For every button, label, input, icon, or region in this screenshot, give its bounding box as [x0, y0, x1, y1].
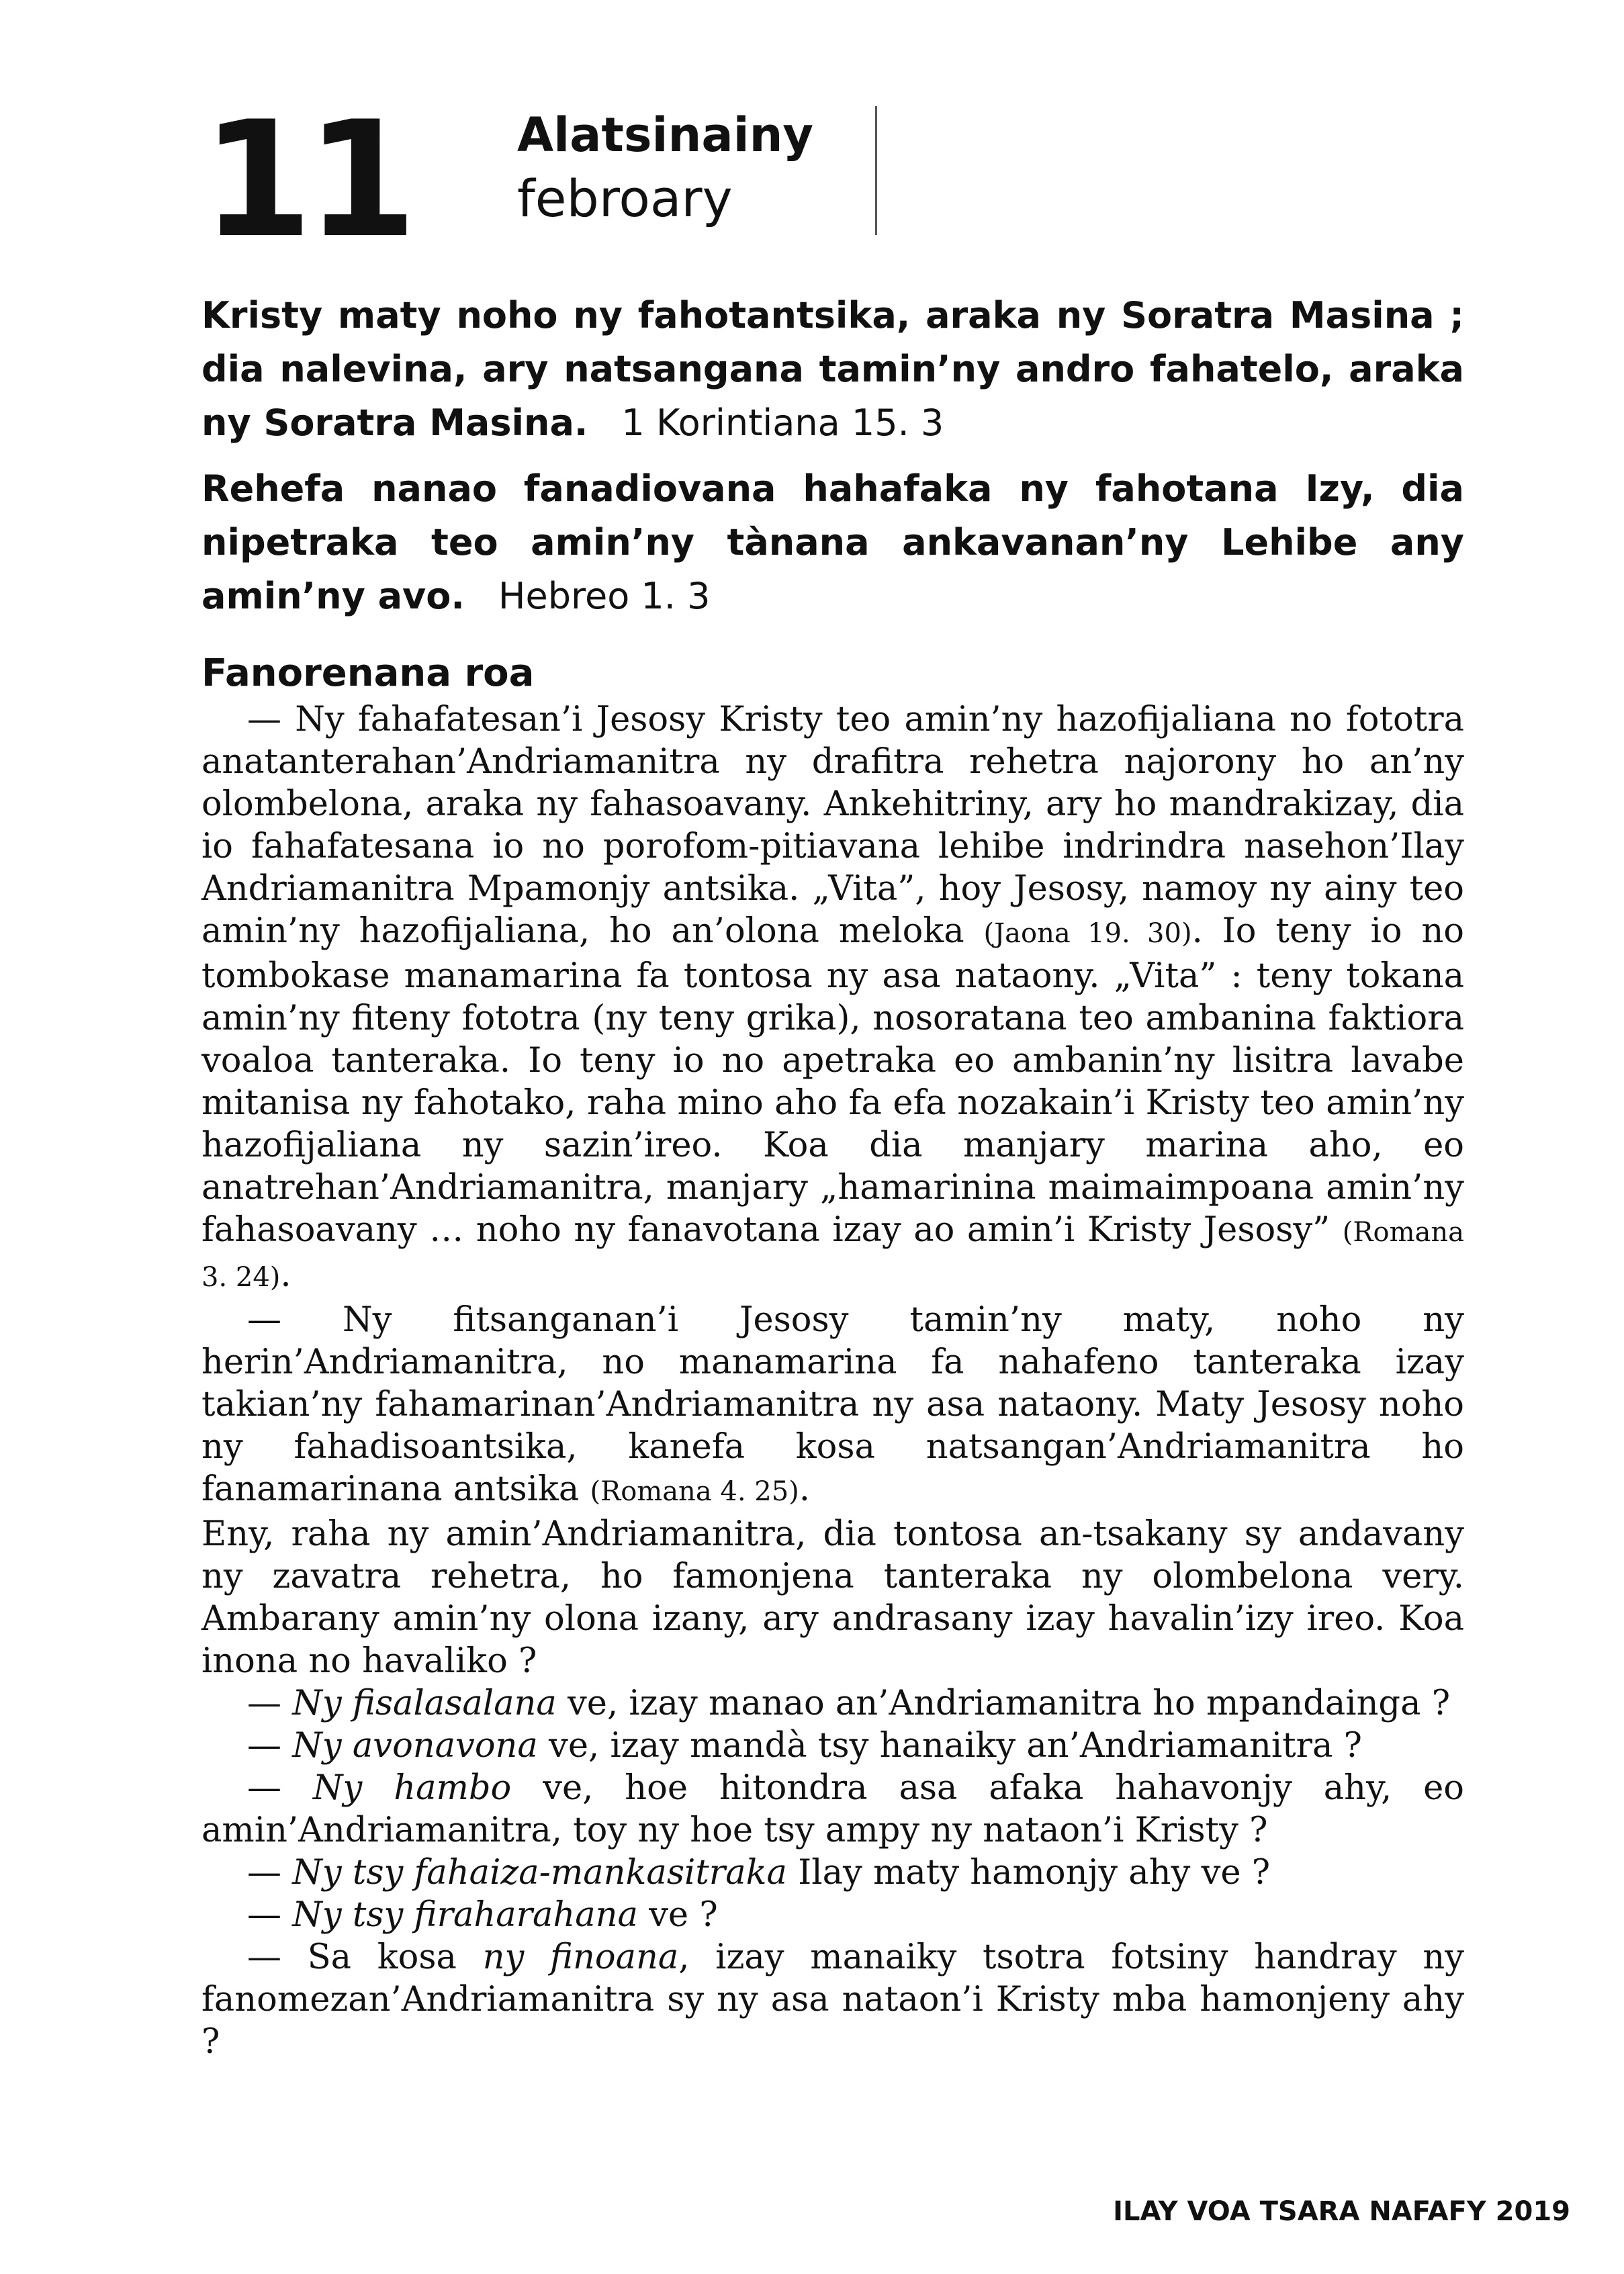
- month-label: febroary: [517, 169, 733, 228]
- paragraph-2-text-a: — Ny fitsanganan’i Jesosy tamin’ny maty, noho ny herin’Andriamanitra, no manamarina fa nahafeno tanteraka izay takian’ny fahamarinan’Andriamanitra ny asa nataony. Maty Jesosy noho ny fahadisoantsika, kanefa kosa natsangan’Andriamanitra ho fanamarinana antsika: [201, 1300, 1464, 1509]
- page-content: [201, 289, 1464, 2063]
- question-dash: —: [247, 1853, 293, 1893]
- question-5-emphasis: Ny tsy firaharahana: [292, 1895, 638, 1935]
- paragraph-3: Eny, raha ny amin’Andriamanitra, dia tontosa an-tsakany sy andavany ny zavatra rehetra, ho famonjena tanteraka ny olombelona very. Ambarany amin’ny olona izany, ary andrasany izay havalin’izy ireo. Koa inona no havaliko ?: [201, 1514, 1464, 1681]
- question-2-emphasis: Ny avonavona: [292, 1726, 538, 1766]
- meditation-body: [201, 698, 1464, 2063]
- question-5-text: ve ?: [637, 1895, 718, 1935]
- question-1: [201, 1682, 1464, 1725]
- question-3-text: ve, hoe hitondra asa afaka hahavonjy ahy, eo amin’Andriamanitra, toy ny hoe tsy ampy ny nataon’i Kristy ?: [201, 1768, 1464, 1850]
- section-heading: Fanorenana roa: [201, 651, 535, 695]
- header-divider: [875, 106, 877, 235]
- question-1-text: ve, izay manao an’Andriamanitra ho mpandainga ?: [556, 1684, 1451, 1723]
- scripture-reference: (Jaona 19. 30): [983, 918, 1192, 949]
- question-3-emphasis: Ny hambo: [312, 1768, 512, 1808]
- question-4-text: Ilay maty hamonjy ahy ve ?: [786, 1853, 1271, 1893]
- weekday-label: Alatsinainy: [517, 107, 814, 163]
- question-4-emphasis: Ny tsy fahaiza-mankasitraka: [292, 1853, 787, 1893]
- footer-title: ILAY VOA TSARA NAFAFY 2019: [1113, 2196, 1570, 2227]
- paragraph-2: [201, 1299, 1464, 1513]
- question-6-text: , izay manaiky tsotra fotsiny handray ny fanomezan’Andriamanitra sy ny asa nataon’i Kristy mba hamonjeny ahy ?: [201, 1938, 1464, 2062]
- paragraph-1: [201, 698, 1464, 1299]
- question-dash: —: [247, 1895, 293, 1935]
- paragraph-2-text-b: .: [799, 1469, 810, 1509]
- question-6-emphasis: ny finoana: [482, 1938, 679, 1977]
- question-6-text-a: — Sa kosa: [247, 1938, 483, 1977]
- verse-2-text: Rehefa nanao fanadiovana hahafaka ny fahotana Izy, dia nipetraka teo amin’ny tànana ankavanan’ny Lehibe any amin’ny avo.: [201, 467, 1464, 617]
- paragraph-1-text-c: .: [280, 1255, 291, 1295]
- question-dash: —: [247, 1726, 293, 1766]
- verse-1-reference: 1 Korintiana 15. 3: [621, 402, 944, 444]
- scripture-reference: (Romana 4. 25): [590, 1476, 799, 1507]
- question-3: [201, 1767, 1464, 1852]
- paragraph-1-text-a: — Ny fahafatesan’i Jesosy Kristy teo amin’ny hazofijaliana no fototra anatanterahan’Andriamanitra ny drafitra rehetra najorony ho an’ny olombelona, araka ny fahasoavany. Ankehitriny, ary ho mandrakizay, dia io fahafatesana io no porofom-pitiavana lehibe indrindra nasehon’Ilay Andriamanitra Mpamonjy antsika. „Vita”, hoy Jesosy, namoy ny ainy teo amin’ny hazofijaliana, ho an’olona meloka: [201, 700, 1464, 951]
- verse-1: [201, 289, 1464, 450]
- scripture-reference: (Romana 3. 24): [201, 1217, 1464, 1293]
- question-5: [201, 1894, 1464, 1936]
- paragraph-1-text-b: . Io teny io no tombokase manamarina fa tontosa ny asa nataony. „Vita” : teny tokana amin’ny fiteny fototra (ny teny grika), nosoratana teo ambanina faktiora voaloa tanteraka. Io teny io no apetraka eo ambanin’ny lisitra lavabe mitanisa ny fahotako, raha mino aho fa efa nozakain’i Kristy teo amin’ny hazofijaliana ny sazin’ireo. Koa dia manjary marina aho, eo anatrehan’Andriamanitra, manjary „hamarinina maimaimpoana amin’ny fahasoavany … noho ny fanavotana izay ao amin’i Kristy Jesosy”: [201, 911, 1465, 1250]
- question-1-emphasis: Ny fisalasalana: [292, 1684, 557, 1723]
- question-6: [201, 1936, 1464, 2063]
- verse-2: [201, 462, 1464, 623]
- verse-2-reference: Hebreo 1. 3: [498, 575, 711, 617]
- question-2: [201, 1725, 1464, 1767]
- question-dash: —: [247, 1684, 293, 1723]
- question-2-text: ve, izay mandà tsy hanaiky an’Andriamanitra ?: [537, 1726, 1362, 1766]
- day-number: 11: [201, 87, 411, 273]
- verse-1-text: Kristy maty noho ny fahotantsika, araka ny Soratra Masina ; dia nalevina, ary natsangana tamin’ny andro fahatelo, araka ny Soratra Masina.: [201, 294, 1464, 444]
- question-4: [201, 1852, 1464, 1894]
- date-header: [201, 87, 940, 273]
- question-dash: —: [247, 1768, 313, 1808]
